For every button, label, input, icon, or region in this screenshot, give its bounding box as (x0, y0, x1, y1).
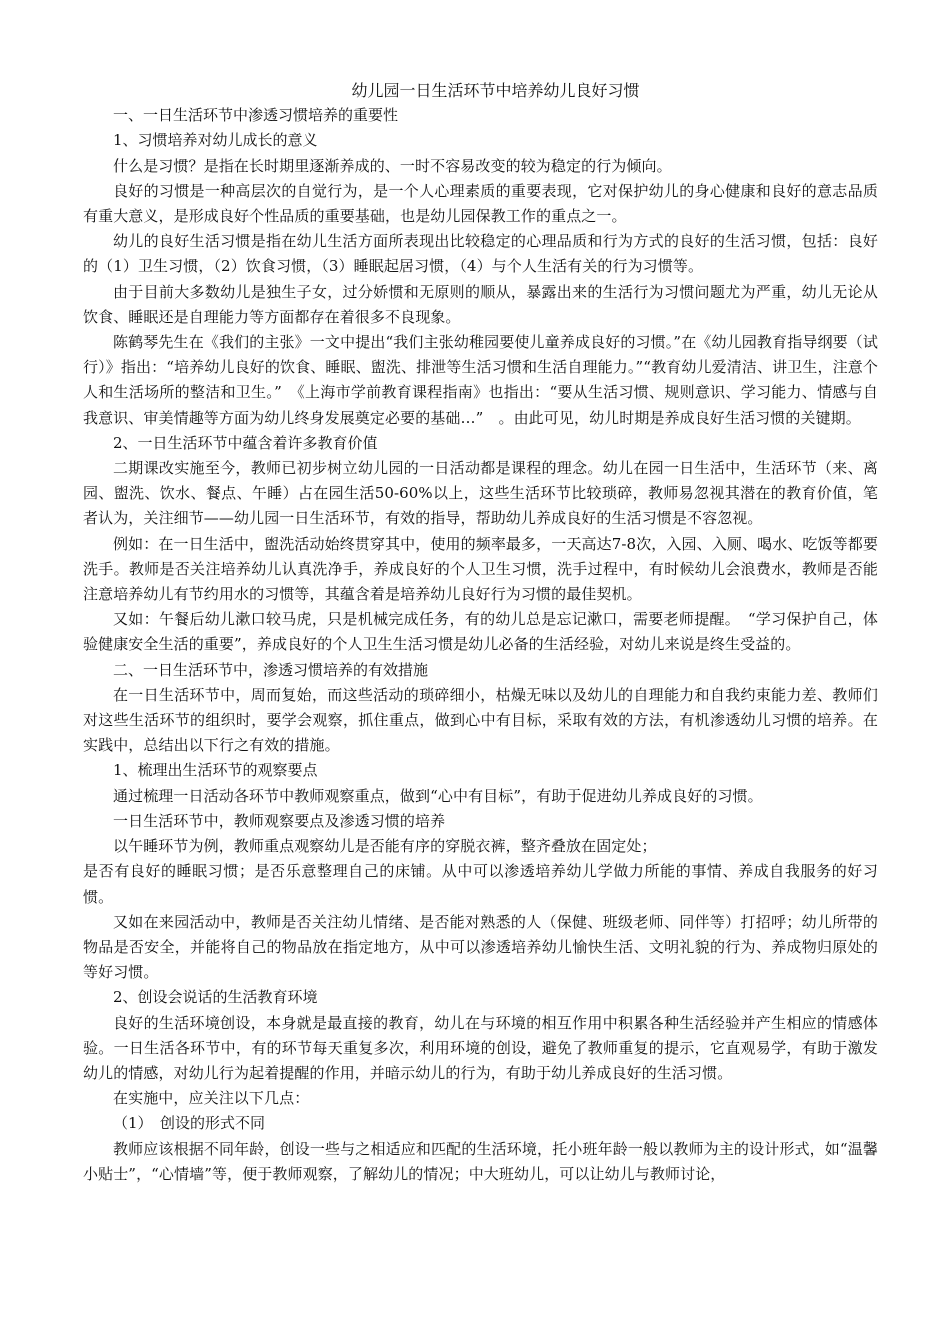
document-page (83, 78, 878, 1187)
paragraph: 例如：在一日生活中，盥洗活动始终贯穿其中，使用的频率最多，一天高达7-8次，入园、入厕、喝水、吃饭等都要洗手。教师是否关注培养幼儿认真洗净手，养成良好的个人卫生习惯，洗手过程中，有时候幼儿会浪费水，教师是否能注意培养幼儿有节约用水的习惯等，其蕴含着是培养幼儿良好行为习惯的最佳契机。 (83, 534, 878, 604)
paragraph: 良好的习惯是一种高层次的自觉行为，是一个人心理素质的重要表现，它对保护幼儿的身心健康和良好的意志品质有重大意义，是形成良好个性品质的重要基础，也是幼儿园保教工作的重点之一。 (83, 181, 878, 226)
paragraph: 良好的生活环境创设，本身就是最直接的教育，幼儿在与环境的相互作用中积累各种生活经验并产生相应的情感体验。一日生活各环节中，有的环节每天重复多次，利用环境的创设，避免了教师重复的提示，它直观易学，有助于激发幼儿的情感，对幼儿行为起着提醒的作用，并暗示幼儿的行为，有助于幼儿养成良好的生活习惯。 (83, 1013, 878, 1082)
paragraph: 通过梳理一日活动各环节中教师观察重点，做到“心中有目标”，有助于促进幼儿养成良好的习惯。 (113, 786, 763, 805)
section-heading: 二、一日生活环节中，渗透习惯培养的有效措施 (113, 660, 429, 679)
paragraph: 什么是习惯？是指在长时期里逐渐养成的、一时不容易改变的较为稳定的行为倾向。 (113, 156, 672, 175)
paragraph: 二期课改实施至今，教师已初步树立幼儿园的一日活动都是课程的理念。幼儿在园一日生活中，生活环节（来、离园、盥洗、饮水、餐点、午睡）占在园生活50-60%以上，这些生活环节比较琐碎，教师易忽视其潜在的教育价值，笔者认为，关注细节——幼儿园一日生活环节，有效的指导，帮助幼儿养成良好的生活习惯是不容忽视。 (83, 459, 878, 528)
paragraph: 在一日生活环节中，周而复始，而这些活动的琐碎细小，枯燥无味以及幼儿的自理能力和自我约束能力差、教师们对这些生活环节的组织时，要学会观察，抓住重点，做到心中有目标，采取有效的方法，有机渗透幼儿习惯的培养。在实践中，总结出以下行之有效的措施。 (83, 685, 878, 755)
paragraph: 在实施中，应关注以下几点： (113, 1089, 310, 1108)
paragraph: 是否有良好的睡眠习惯；是否乐意整理自己的床铺。从中可以渗透培养幼儿学做力所能的事情、养成自我服务的好习惯。 (83, 862, 878, 906)
paragraph: 教师应该根据不同年龄，创设一些与之相适应和匹配的生活环境，托小班年龄一般以教师为主的设计形式，如“温馨小贴士”，“心情墙”等，便于教师观察，了解幼儿的情况；中大班幼儿，可以让幼儿与教师讨论， (83, 1139, 878, 1183)
paragraph: 以午睡环节为例，教师重点观察幼儿是否能有序的穿脱衣裤，整齐叠放在固定处； (113, 837, 657, 856)
document-title: 幼儿园一日生活环节中培养幼儿良好习惯 (351, 81, 640, 100)
paragraph: 由于目前大多数幼儿是独生子女，过分娇惯和无原则的顺从，暴露出来的生活行为习惯问题尤为严重，幼儿无论从饮食、睡眠还是自理能力等方面都存在着很多不良现象。 (83, 282, 878, 326)
paragraph: 又如：午餐后幼儿漱口较马虎，只是机械完成任务，有的幼儿总是忘记漱口，需要老师提醒。 “学习保护自己，体验健康安全生活的重要”，养成良好的个人卫生生活习惯是幼儿必备的生活经验，对幼儿来说是终生受益的。 (83, 610, 878, 654)
subsection-heading: 1、习惯培养对幼儿成长的意义 (113, 131, 318, 150)
paragraph: 陈鹤琴先生在《我们的主张》一文中提出“我们主张幼稚园要使儿童养成良好的习惯。”在《幼儿园教育指导纲要（试行）》指出：“培养幼儿良好的饮食、睡眠、盥洗、排泄等生活习惯和生活自理能力。”“教育幼儿爱清洁、讲卫生，注意个人和生活场所的整洁和卫生。” 《上海市学前教育课程指南》也指出：“要从生活习惯、规则意识、学习能力、情感与自我意识、审美情趣等方面为幼儿终身发展奠定必要的基础…” 。由此可见，幼儿时期是养成良好生活习惯的关键期。 (83, 333, 878, 427)
list-heading: （1） 创设的形式不同 (113, 1114, 266, 1133)
section-heading: 一、一日生活环节中渗透习惯培养的重要性 (113, 106, 399, 125)
paragraph: 一日生活环节中，教师观察要点及渗透习惯的培养 (113, 811, 446, 830)
paragraph: 又如在来园活动中，教师是否关注幼儿情绪、是否能对熟悉的人（保健、班级老师、同伴等）打招呼；幼儿所带的物品是否安全，并能将自己的物品放在指定地方，从中可以渗透培养幼儿愉快生活、文明礼貌的行为、养成物归原处的等好习惯。 (83, 912, 878, 982)
subsection-heading: 1、梳理出生活环节的观察要点 (113, 761, 318, 780)
subsection-heading: 2、创设会说话的生活教育环境 (113, 988, 318, 1007)
paragraph: 幼儿的良好生活习惯是指在幼儿生活方面所表现出比较稳定的心理品质和行为方式的良好的生活习惯，包括：良好的（1）卫生习惯，（2）饮食习惯，（3）睡眠起居习惯，（4）与个人生活有关的行为习惯等。 (83, 232, 878, 276)
subsection-heading: 2、一日生活环节中蕴含着许多教育价值 (113, 433, 378, 452)
